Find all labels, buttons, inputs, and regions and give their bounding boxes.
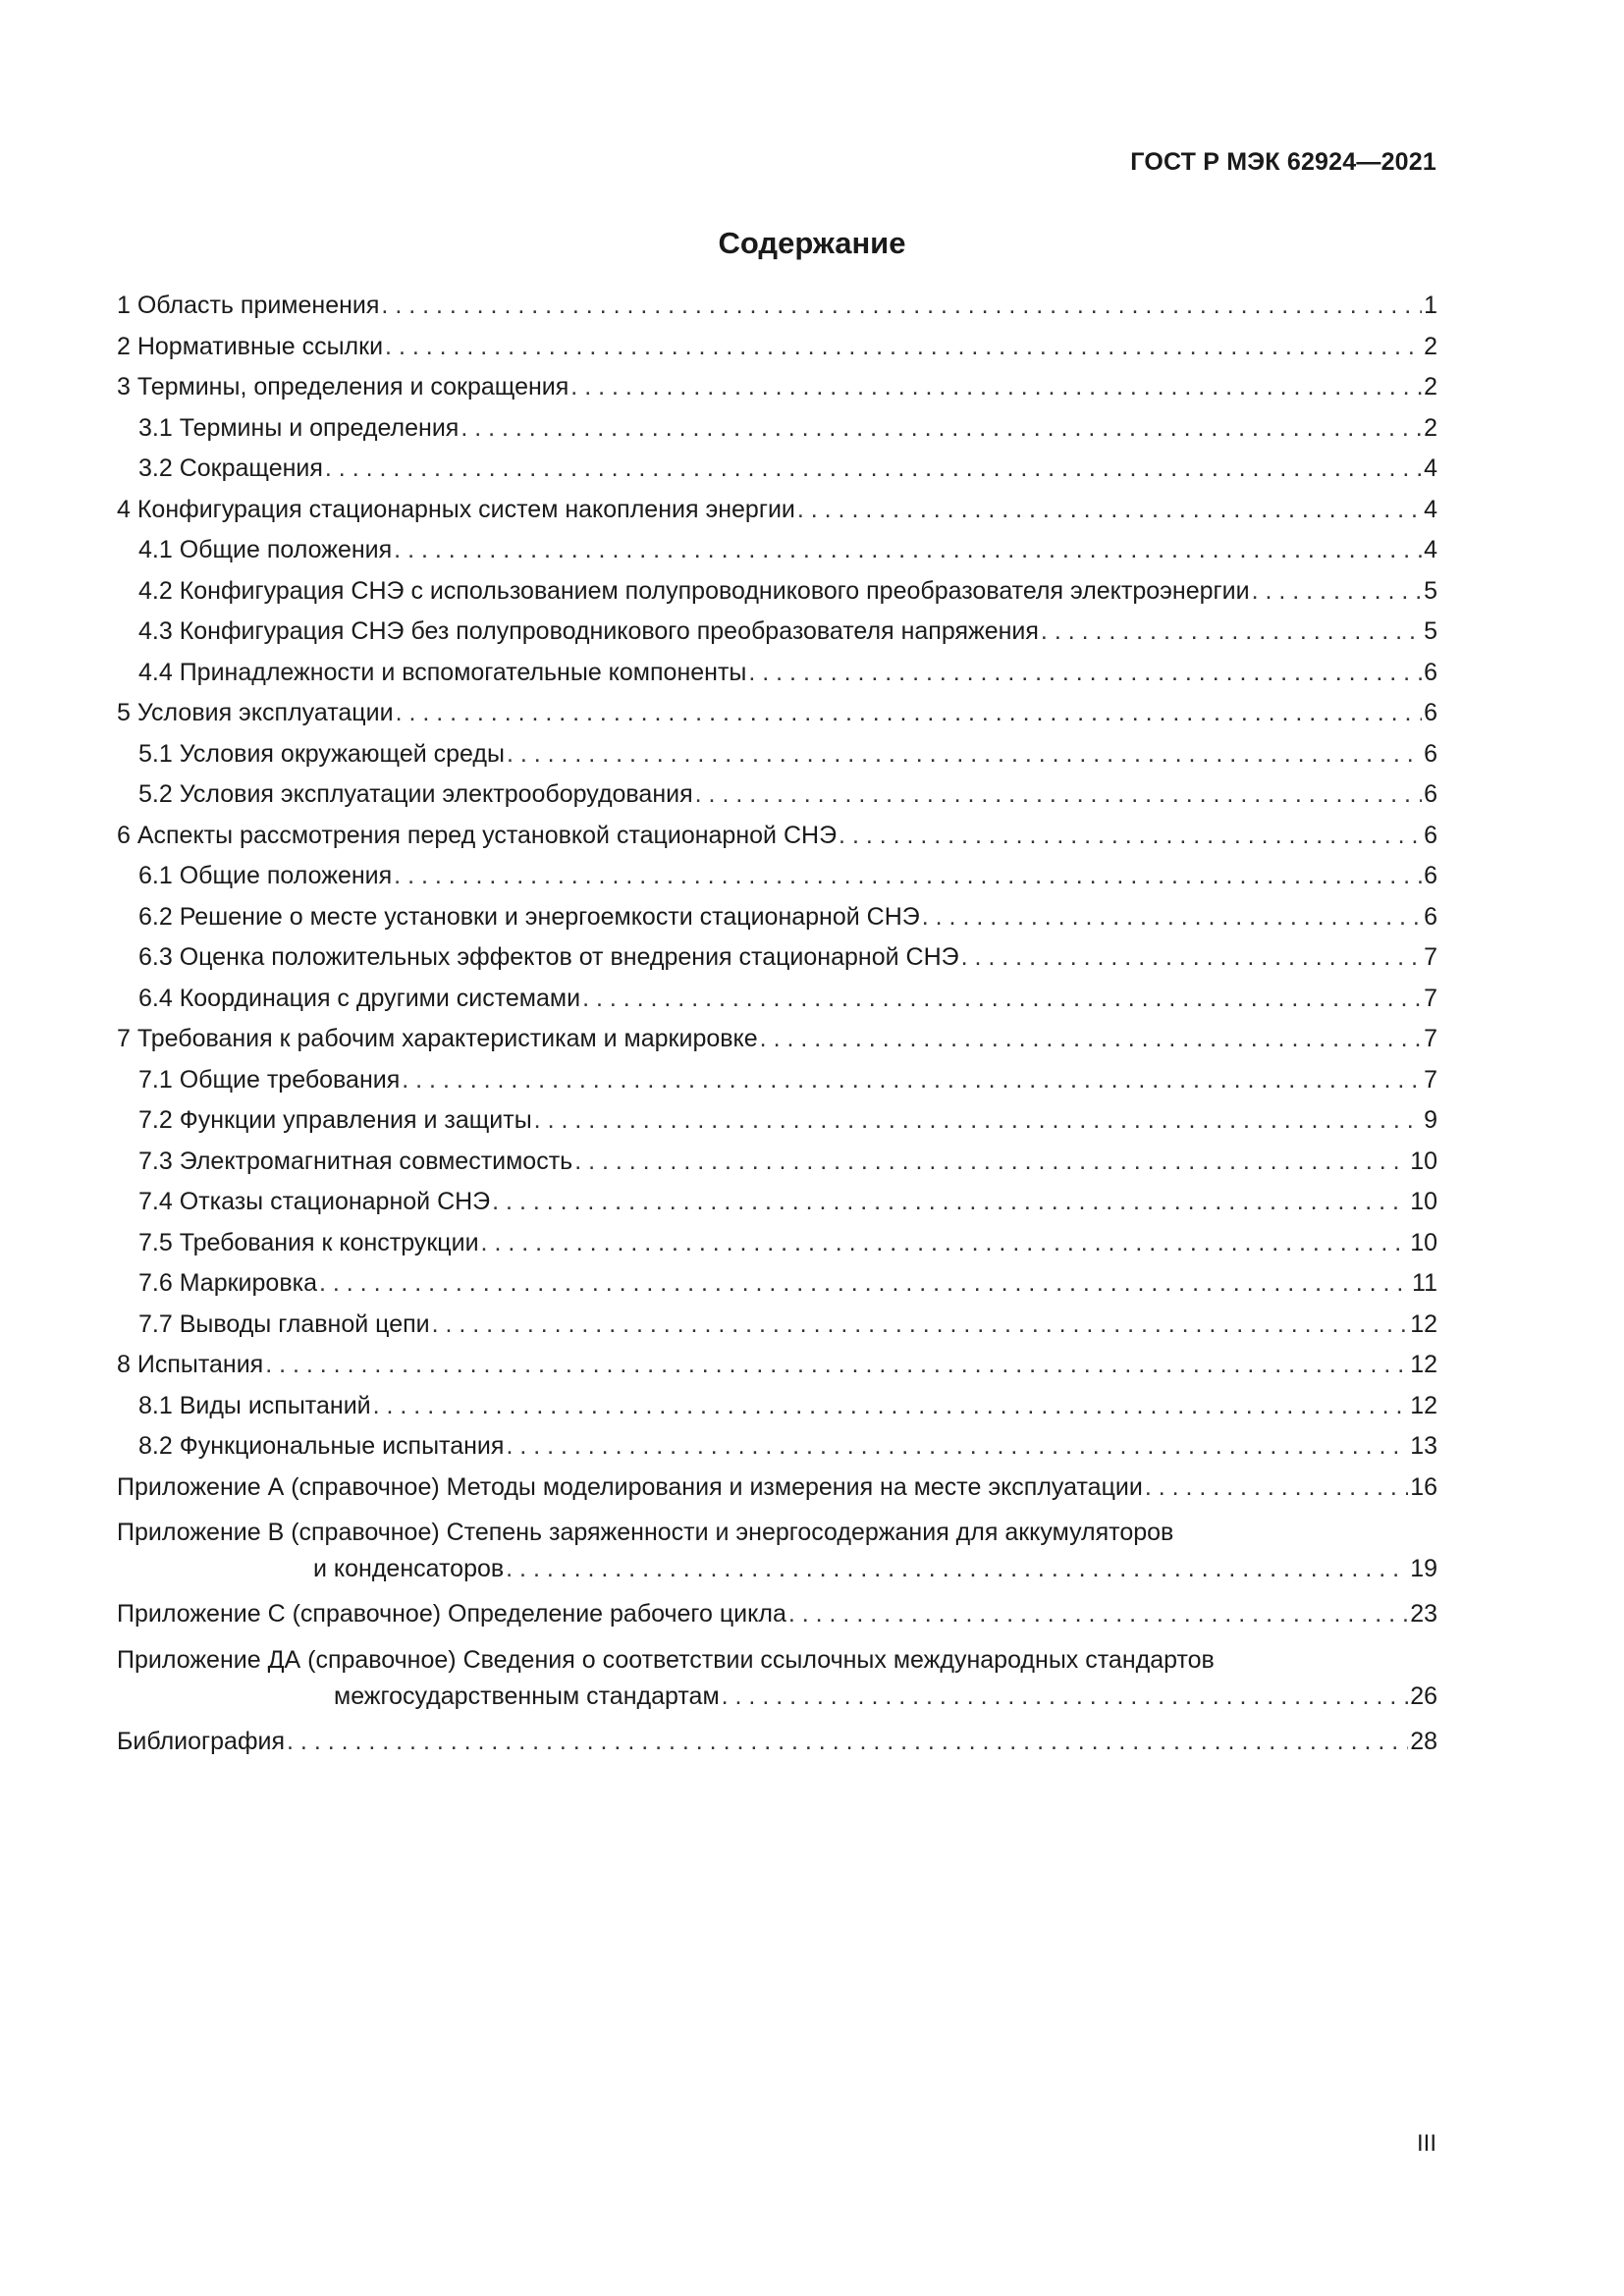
toc-entry-page: 5	[1424, 576, 1437, 605]
toc-entry[interactable]	[117, 1594, 1437, 1635]
toc-entry[interactable]	[117, 937, 1437, 979]
toc-entry-page: 12	[1410, 1351, 1437, 1378]
toc-entry-page: 9	[1424, 1106, 1437, 1134]
dot-leader	[507, 734, 1422, 775]
toc-entry[interactable]	[117, 1468, 1437, 1509]
dot-leader	[265, 1345, 1408, 1386]
toc-entry-page: 10	[1410, 1147, 1437, 1175]
toc-entry[interactable]	[117, 1305, 1437, 1346]
dot-leader	[394, 856, 1422, 897]
toc-entry-label: 7.6 Маркировка	[138, 1269, 317, 1297]
toc-entry-page: 7	[1424, 984, 1437, 1012]
toc-entry-page: 11	[1412, 1269, 1437, 1297]
dot-leader	[961, 937, 1422, 979]
toc-entry-label: 7.7 Выводы главной цепи	[138, 1309, 430, 1338]
dot-leader	[325, 449, 1422, 490]
dot-leader	[402, 1060, 1422, 1101]
toc-entry[interactable]	[117, 897, 1437, 938]
toc-entry-page: 7	[1424, 1065, 1437, 1094]
toc-entry-page: 7	[1424, 943, 1437, 971]
toc-entry-label: 5.1 Условия окружающей среды	[138, 739, 505, 768]
toc-entry-page: 2	[1424, 373, 1437, 400]
toc-entry-page: 6	[1424, 658, 1437, 686]
toc-entry-page: 6	[1424, 699, 1437, 726]
toc-entry[interactable]	[117, 490, 1437, 531]
toc-entry[interactable]	[117, 571, 1437, 613]
dot-leader	[748, 653, 1422, 694]
toc-entry[interactable]	[117, 612, 1437, 653]
dot-leader	[385, 327, 1422, 368]
toc-entry[interactable]	[117, 734, 1437, 775]
toc-entry[interactable]	[117, 1142, 1437, 1183]
toc-entry-page: 6	[1424, 780, 1437, 808]
toc-entry[interactable]	[117, 1345, 1437, 1386]
toc-entry-page: 4	[1424, 454, 1437, 482]
dot-leader	[1041, 612, 1422, 653]
toc-entry[interactable]	[117, 1426, 1437, 1468]
toc-entry[interactable]	[117, 530, 1437, 571]
toc-entry-page: 2	[1424, 413, 1437, 442]
dot-leader	[481, 1223, 1409, 1264]
toc-entry-page: 7	[1424, 1025, 1437, 1052]
toc-entry[interactable]	[117, 1100, 1437, 1142]
toc-entry-label: 5.2 Условия эксплуатации электрооборудования	[138, 780, 693, 808]
toc-entry-label: 7 Требования к рабочим характеристикам и маркировке	[117, 1025, 758, 1052]
toc-entry[interactable]	[117, 367, 1437, 408]
toc-entry-label: 6 Аспекты рассмотрения перед установкой стационарной СНЭ	[117, 821, 838, 849]
toc-entry-label: 8.2 Функциональные испытания	[138, 1432, 505, 1460]
toc-entry[interactable]	[117, 1386, 1437, 1427]
toc-entry-label: 1 Область применения	[117, 292, 380, 319]
toc-entry-label: 3 Термины, определения и сокращения	[117, 373, 569, 400]
toc-entry[interactable]	[117, 1677, 1437, 1714]
toc-entry-label: 4 Конфигурация стационарных систем накопления энергии	[117, 495, 795, 523]
toc-entry-page: 10	[1410, 1228, 1437, 1256]
toc-entry-label: 4.1 Общие положения	[138, 536, 393, 563]
toc-entry-label: 6.4 Координация с другими системами	[138, 984, 581, 1012]
toc-entry-label: 8 Испытания	[117, 1351, 264, 1378]
toc-entry-label: Приложение ДА (справочное) Сведения о соответствии ссылочных международных стандартов	[117, 1645, 1215, 1674]
dot-leader	[582, 979, 1422, 1020]
dot-leader	[922, 897, 1422, 938]
toc-entry[interactable]	[117, 1263, 1437, 1305]
toc-entry[interactable]	[117, 286, 1437, 327]
toc-entry[interactable]	[117, 816, 1437, 857]
dot-leader	[534, 1100, 1422, 1142]
toc-entry-page: 19	[1410, 1555, 1437, 1582]
dot-leader	[797, 490, 1422, 531]
toc-entry[interactable]	[117, 1019, 1437, 1060]
toc-entry[interactable]	[117, 408, 1437, 450]
toc-entry-label: 2 Нормативные ссылки	[117, 332, 384, 360]
toc-entry[interactable]	[117, 653, 1437, 694]
dot-leader	[722, 1679, 1409, 1714]
toc-entry-label: 7.2 Функции управления и защиты	[138, 1106, 532, 1134]
toc-entry-label: 7.3 Электромагнитная совместимость	[138, 1147, 573, 1175]
toc-entry[interactable]	[117, 979, 1437, 1020]
toc-entry[interactable]	[117, 1516, 1437, 1549]
toc-entry-label: Библиография	[117, 1727, 286, 1755]
toc-entry-page: 6	[1424, 862, 1437, 889]
dot-leader	[287, 1722, 1408, 1763]
table-of-contents	[117, 286, 1437, 1762]
toc-entry-page: 2	[1424, 332, 1437, 360]
toc-entry-page: 6	[1424, 902, 1437, 931]
toc-entry[interactable]	[117, 693, 1437, 734]
page-title: Содержание	[718, 226, 906, 260]
toc-entry[interactable]	[117, 1643, 1437, 1677]
toc-entry-label: 4.2 Конфигурация СНЭ с использованием полупроводникового преобразователя электроэнергии	[138, 576, 1250, 605]
toc-entry-label: 7.5 Требования к конструкции	[138, 1228, 479, 1256]
page-number: III	[1416, 2130, 1436, 2157]
dot-leader	[574, 1142, 1408, 1183]
toc-entry-page: 6	[1424, 739, 1437, 768]
dot-leader	[381, 286, 1422, 327]
toc-entry-page: 4	[1424, 536, 1437, 563]
toc-entry[interactable]	[117, 1060, 1437, 1101]
dot-leader	[460, 408, 1422, 450]
toc-entry-page: 4	[1424, 495, 1437, 523]
toc-entry-label: 3.1 Термины и определения	[138, 413, 460, 442]
dot-leader	[788, 1594, 1408, 1635]
toc-entry[interactable]	[117, 1722, 1437, 1763]
toc-entry-page: 23	[1410, 1600, 1437, 1628]
dot-leader	[396, 693, 1422, 734]
toc-entry-label: 5 Условия эксплуатации	[117, 699, 394, 726]
toc-entry-page: 16	[1410, 1472, 1437, 1501]
dot-leader	[432, 1305, 1409, 1346]
toc-entry[interactable]	[117, 774, 1437, 816]
toc-entry[interactable]	[117, 327, 1437, 368]
dot-leader	[1145, 1468, 1408, 1509]
toc-entry-label: 6.3 Оценка положительных эффектов от внедрения стационарной СНЭ	[138, 943, 959, 971]
toc-entry[interactable]	[117, 1223, 1437, 1264]
toc-entry-label: 7.4 Отказы стационарной СНЭ	[138, 1188, 491, 1215]
dot-leader	[373, 1386, 1409, 1427]
toc-entry[interactable]	[117, 1182, 1437, 1223]
toc-entry-page: 12	[1410, 1309, 1437, 1338]
toc-entry-label: межгосударственным стандартам	[334, 1682, 720, 1710]
document-code: ГОСТ Р МЭК 62924—2021	[1130, 148, 1436, 176]
toc-entry-label: Приложение В (справочное) Степень заряженности и энергосодержания для аккумуляторов	[117, 1519, 1174, 1546]
toc-entry-label: Приложение А (справочное) Методы моделирования и измерения на месте эксплуатации	[117, 1472, 1143, 1501]
toc-entry-page: 6	[1424, 821, 1437, 849]
toc-entry-page: 1	[1424, 292, 1437, 319]
dot-leader	[506, 1426, 1408, 1468]
dot-leader	[570, 367, 1422, 408]
dot-leader	[1252, 571, 1422, 613]
toc-entry-label: 7.1 Общие требования	[138, 1065, 401, 1094]
dot-leader	[839, 816, 1422, 857]
toc-entry-label: Приложение С (справочное) Определение рабочего цикла	[117, 1600, 786, 1628]
toc-entry-label: 6.2 Решение о месте установки и энергоемкости стационарной СНЭ	[138, 902, 920, 931]
toc-entry-page: 12	[1410, 1391, 1437, 1419]
toc-entry-page: 28	[1410, 1727, 1437, 1755]
toc-entry-label: 6.1 Общие положения	[138, 862, 393, 889]
toc-entry-label: 4.4 Принадлежности и вспомогательные компоненты	[138, 658, 747, 686]
toc-entry[interactable]	[117, 449, 1437, 490]
toc-entry-label: 3.2 Сокращения	[138, 454, 323, 482]
toc-entry[interactable]	[117, 1549, 1437, 1586]
toc-entry-page: 5	[1424, 617, 1437, 645]
toc-entry-page: 10	[1410, 1188, 1437, 1215]
toc-entry-label: 8.1 Виды испытаний	[138, 1391, 371, 1419]
dot-leader	[695, 774, 1422, 816]
dot-leader	[760, 1019, 1422, 1060]
dot-leader	[319, 1263, 1410, 1305]
toc-entry-page: 13	[1410, 1432, 1437, 1460]
dot-leader	[394, 530, 1422, 571]
toc-entry-page: 26	[1410, 1682, 1437, 1710]
toc-entry-label: и конденсаторов	[313, 1555, 505, 1582]
dot-leader	[492, 1182, 1408, 1223]
toc-entry-label: 4.3 Конфигурация СНЭ без полупроводникового преобразователя напряжения	[138, 617, 1039, 645]
toc-entry[interactable]	[117, 856, 1437, 897]
dot-leader	[506, 1551, 1408, 1586]
